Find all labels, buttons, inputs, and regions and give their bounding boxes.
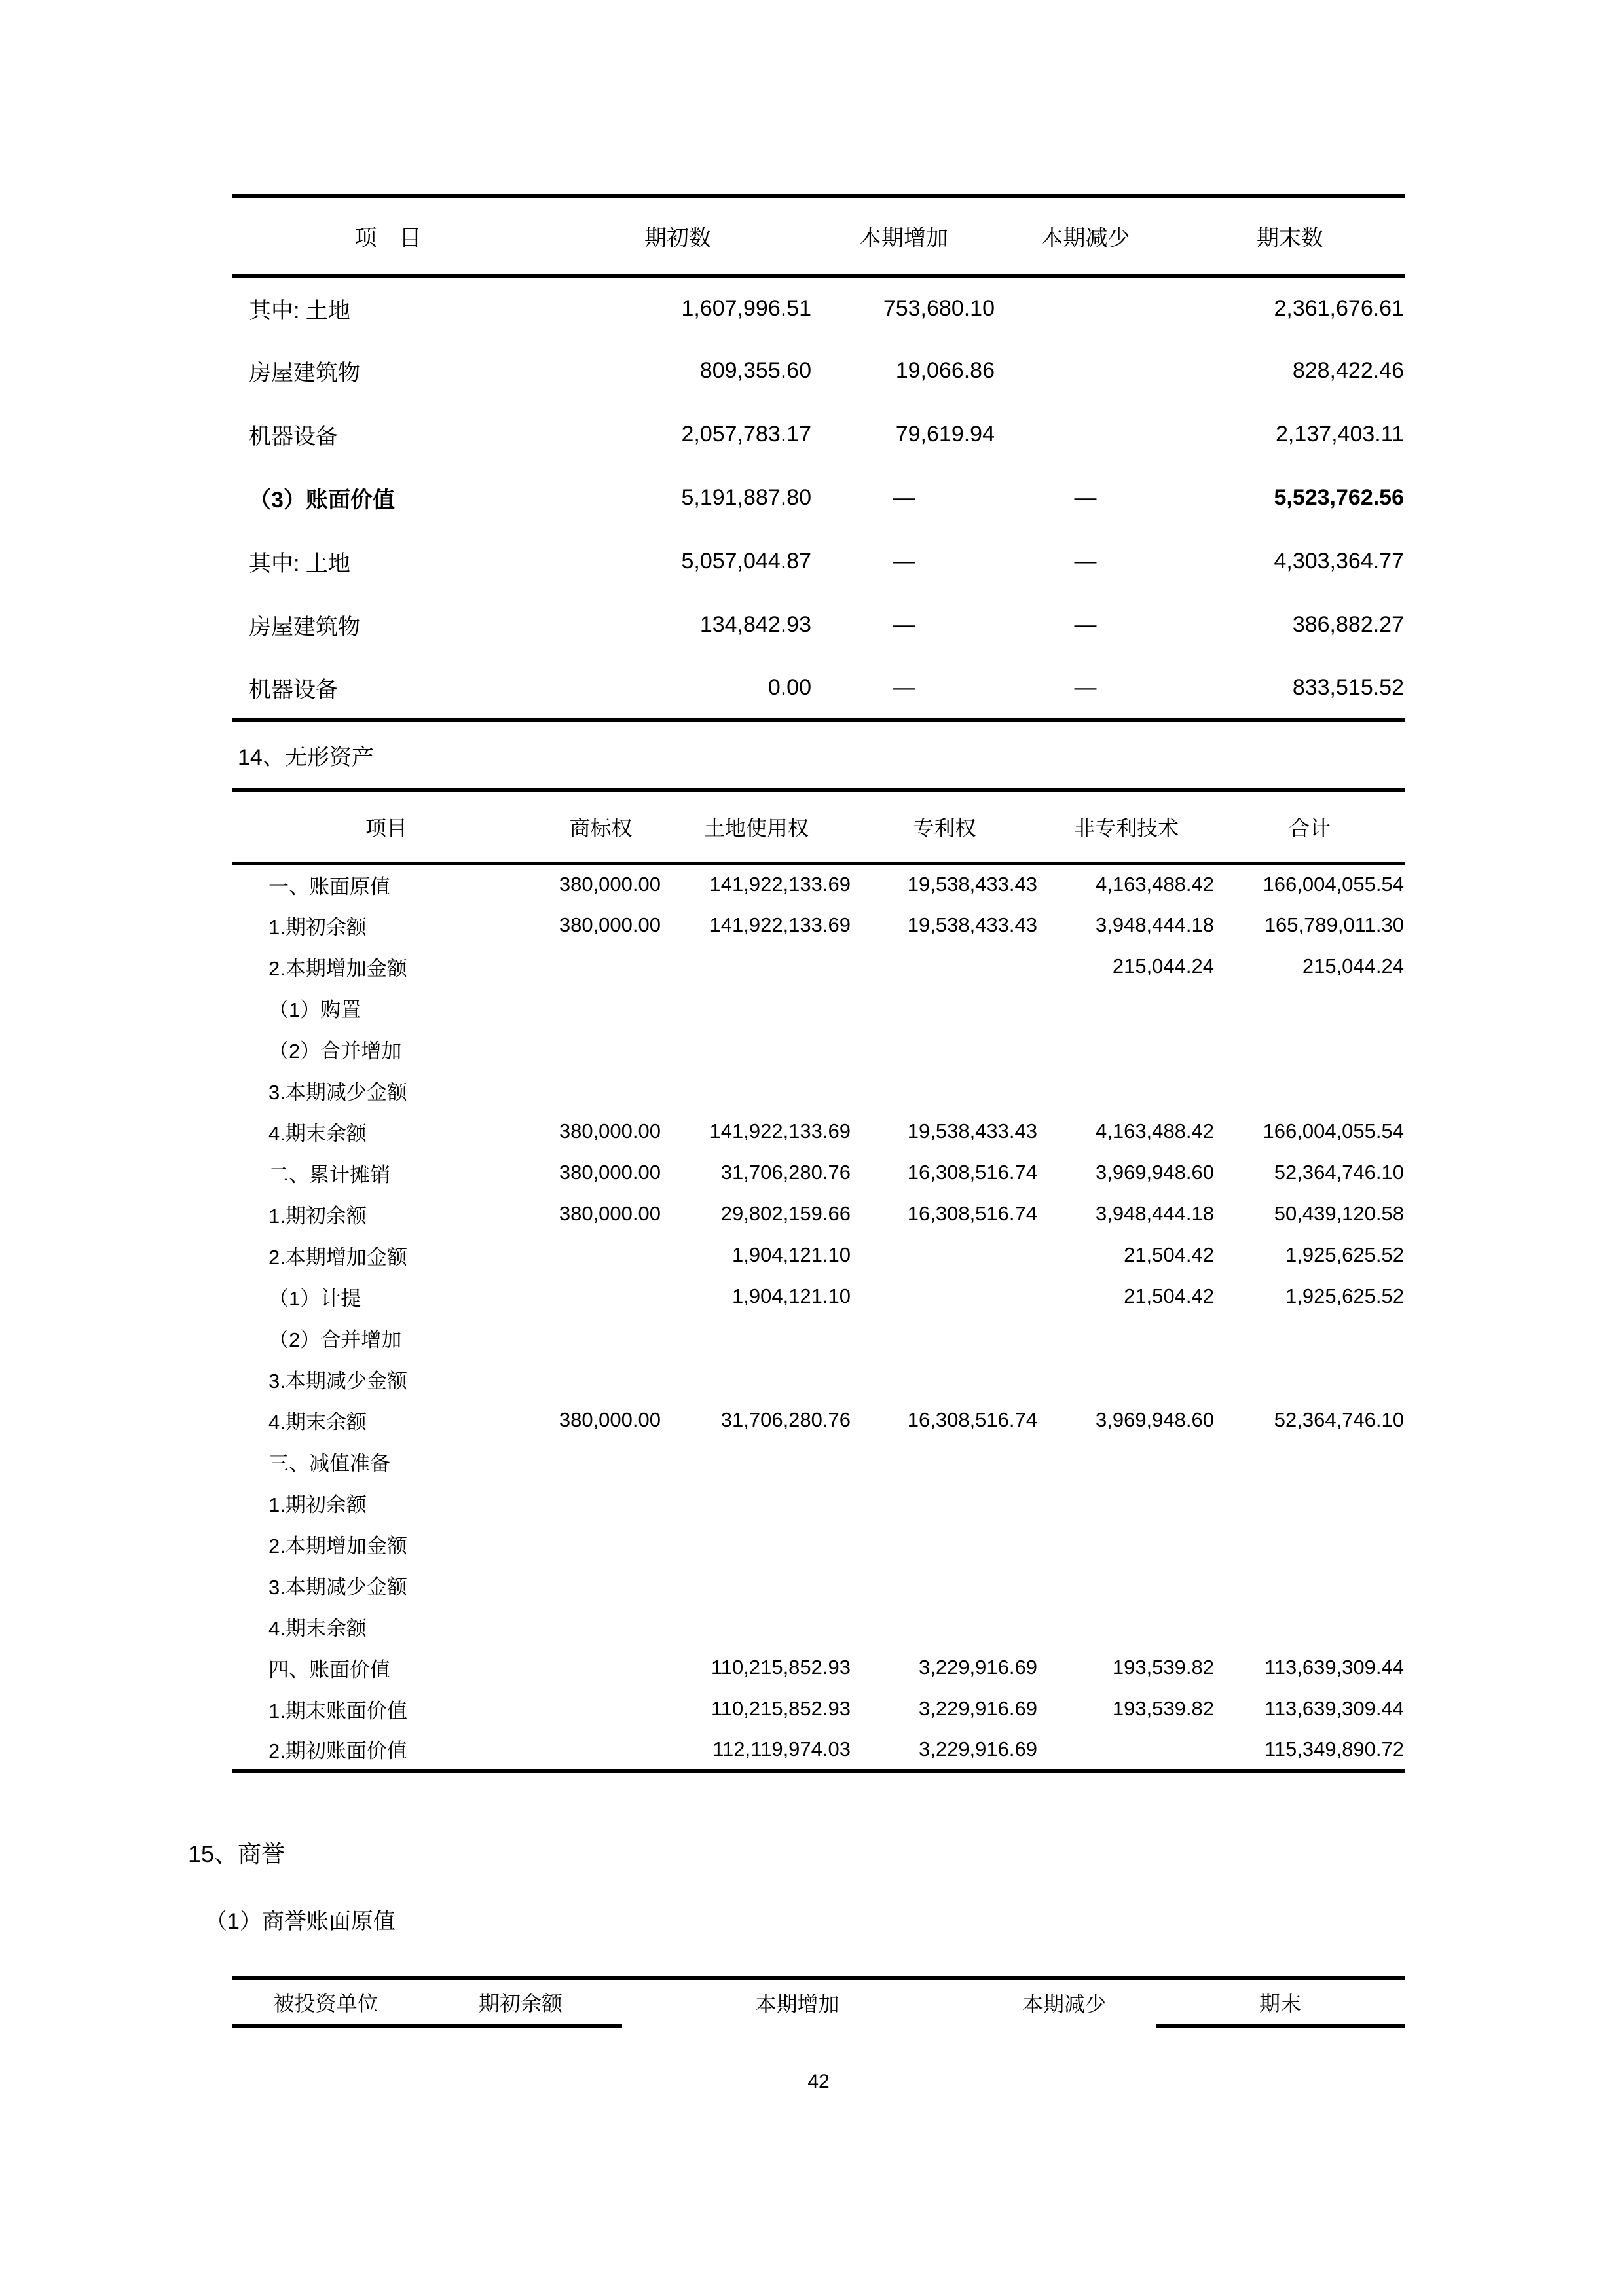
cell-value (661, 1317, 851, 1358)
cell-value (540, 1606, 661, 1647)
cell-value (661, 1029, 851, 1070)
cell-value: 215,044.24 (1302, 955, 1404, 977)
cell-value: 79,619.94 (895, 422, 995, 446)
cell-value: — (893, 549, 915, 574)
row-label: 1.期初余额 (268, 1493, 367, 1516)
row-label: 四、账面价值 (268, 1658, 390, 1681)
column-header-increase: 本期增加 (812, 196, 995, 276)
row-label: （3）账面价值 (249, 488, 395, 513)
cell-value: 19,538,433.43 (907, 873, 1037, 896)
table-row (232, 1152, 1405, 1194)
cell-value (1038, 1482, 1215, 1523)
table-row (232, 1441, 1405, 1482)
cell-value: 2,361,676.61 (1274, 295, 1404, 321)
column-header-trademark: 商标权 (540, 790, 661, 864)
page-number: 42 (807, 2071, 830, 2092)
cell-value (661, 1070, 851, 1111)
header-row (232, 1978, 1405, 2026)
table-row (232, 1317, 1405, 1358)
cell-value (540, 946, 661, 987)
cell-value (851, 1276, 1038, 1317)
cell-value: 3,948,444.18 (1095, 913, 1214, 936)
cell-value: 3,229,916.69 (918, 1656, 1037, 1679)
cell-value (851, 1235, 1038, 1276)
cell-value (1038, 1317, 1215, 1358)
cell-value: 828,422.46 (1292, 358, 1404, 383)
cell-value: 21,504.42 (1124, 1285, 1214, 1307)
cell-value (540, 1317, 661, 1358)
cell-value (540, 1276, 661, 1317)
cell-value: 193,539.82 (1112, 1697, 1214, 1720)
cell-value: 52,364,746.10 (1274, 1161, 1404, 1184)
table-row (232, 987, 1405, 1029)
table-row (232, 1606, 1405, 1647)
cell-value (851, 1441, 1038, 1482)
cell-value: 134,842.93 (699, 612, 811, 637)
cell-value (1215, 1441, 1405, 1482)
cell-value: 110,215,852.93 (710, 1656, 851, 1679)
column-header-opening-balance: 期初余额 (419, 1978, 622, 2026)
cell-value: 110,215,852.93 (710, 1697, 851, 1720)
cell-value: 3,229,916.69 (918, 1737, 1037, 1760)
cell-value: 1,925,625.52 (1285, 1285, 1404, 1307)
table-row (232, 905, 1405, 946)
cell-value (851, 1482, 1038, 1523)
cell-value: — (1074, 549, 1097, 574)
table-row (232, 1194, 1405, 1235)
cell-value (851, 1565, 1038, 1606)
cell-value (540, 1647, 661, 1688)
cell-value (1038, 1029, 1215, 1070)
row-label: 二、累计摊销 (268, 1163, 390, 1186)
row-label: （1）购置 (268, 998, 361, 1021)
cell-value (1038, 987, 1215, 1029)
row-label: （1）计提 (268, 1286, 361, 1310)
row-label: 2.期初账面价值 (268, 1740, 407, 1762)
table-row (232, 1400, 1405, 1441)
cell-value (1215, 1358, 1405, 1400)
row-label: （2）合并增加 (268, 1328, 402, 1351)
row-label: 其中: 土地 (249, 551, 350, 576)
column-header-investee: 被投资单位 (232, 1978, 419, 2026)
column-header-closing: 期末数 (1175, 196, 1405, 276)
column-header-non-patent-tech: 非专利技术 (1038, 790, 1215, 864)
table-row (232, 276, 1405, 339)
intangible-assets-table-body (232, 864, 1405, 1771)
row-label: 1.期初余额 (268, 915, 367, 939)
cell-value: 3,229,916.69 (918, 1697, 1037, 1720)
cell-value (661, 1482, 851, 1523)
row-label: 房屋建筑物 (249, 615, 360, 640)
row-label: 3.本期减少金额 (268, 1080, 407, 1104)
table-row (232, 1276, 1405, 1317)
cell-value: 1,904,121.10 (731, 1243, 851, 1266)
cell-value: 4,163,488.42 (1095, 1120, 1214, 1142)
row-label: 4.期末余额 (268, 1121, 367, 1145)
cell-value: 16,308,516.74 (907, 1408, 1037, 1431)
cell-value (540, 1565, 661, 1606)
row-label: 4.期末余额 (268, 1616, 367, 1640)
cell-value: 386,882.27 (1292, 612, 1404, 637)
cell-value (1215, 1523, 1405, 1565)
cell-value: 4,303,364.77 (1274, 549, 1404, 574)
cell-value (661, 1523, 851, 1565)
cell-value (540, 1070, 661, 1111)
table-row (232, 657, 1405, 720)
cell-value: 165,789,011.30 (1264, 913, 1404, 936)
table-row (232, 466, 1405, 530)
row-label: 三、减值准备 (268, 1451, 390, 1475)
row-label: 4.期末余额 (268, 1410, 367, 1434)
table-row (232, 1523, 1405, 1565)
column-header-closing: 期末 (1156, 1978, 1405, 2026)
cell-value (851, 1029, 1038, 1070)
cell-value: 833,515.52 (1292, 674, 1404, 700)
table-row (232, 1358, 1405, 1400)
cell-value: 29,802,159.66 (720, 1202, 851, 1225)
cell-value (995, 339, 1175, 403)
cell-value: 5,057,044.87 (681, 549, 811, 574)
cell-value: 380,000.00 (559, 1202, 661, 1225)
cell-value (540, 1441, 661, 1482)
cell-value: 3,969,948.60 (1095, 1161, 1214, 1184)
row-label: 1.期末账面价值 (268, 1699, 407, 1722)
cell-value: 16,308,516.74 (907, 1202, 1037, 1225)
table-row (232, 864, 1405, 905)
cell-value: 2,137,403.11 (1276, 422, 1404, 446)
cell-value (1038, 1441, 1215, 1482)
row-label: 机器设备 (249, 677, 338, 702)
cell-value (540, 1523, 661, 1565)
cell-value (851, 1358, 1038, 1400)
cell-value: 5,191,887.80 (681, 485, 811, 510)
column-header-opening: 期初数 (544, 196, 812, 276)
row-label: 其中: 土地 (249, 298, 350, 323)
column-header-total: 合计 (1215, 790, 1405, 864)
cell-value: 115,349,890.72 (1264, 1737, 1404, 1760)
cell-value (995, 403, 1175, 466)
cell-value (540, 1029, 661, 1070)
row-label: 3.本期减少金额 (268, 1369, 407, 1393)
cell-value: 380,000.00 (559, 913, 661, 936)
cell-value (540, 1482, 661, 1523)
cell-value: 113,639,309.44 (1264, 1656, 1404, 1679)
column-header-land-use-right: 土地使用权 (661, 790, 851, 864)
row-label: 1.期初余额 (268, 1204, 367, 1228)
cell-value: 2,057,783.17 (681, 422, 811, 446)
cell-value: 380,000.00 (559, 873, 661, 896)
cell-value: 141,922,133.69 (709, 873, 851, 896)
cell-value: 50,439,120.58 (1274, 1202, 1404, 1225)
cell-value (1215, 1070, 1405, 1111)
cell-value: 19,066.86 (895, 358, 995, 383)
intangible-assets-table (232, 788, 1405, 1773)
cell-value: — (893, 674, 915, 700)
cell-value: 1,904,121.10 (731, 1285, 851, 1307)
cell-value (1038, 1606, 1215, 1647)
cell-value (1038, 1070, 1215, 1111)
cell-value (1038, 1358, 1215, 1400)
fixed-assets-table (232, 194, 1405, 722)
cell-value (1215, 1606, 1405, 1647)
goodwill-table-header (232, 1978, 1405, 2026)
column-header-increase: 本期增加 (755, 1992, 840, 2016)
cell-value (661, 987, 851, 1029)
section-title-goodwill: 15、商誉 (188, 1840, 286, 1867)
cell-value: 141,922,133.69 (709, 913, 851, 936)
cell-value: 215,044.24 (1112, 955, 1214, 977)
table-row (232, 403, 1405, 466)
cell-value: — (1074, 612, 1097, 637)
cell-value: 19,538,433.43 (907, 913, 1037, 936)
cell-value (995, 276, 1175, 339)
goodwill-table (232, 1976, 1405, 2028)
header-row (232, 196, 1405, 276)
cell-value (851, 987, 1038, 1029)
row-label: 2.本期增加金额 (268, 1245, 407, 1269)
cell-value (661, 1606, 851, 1647)
cell-value (1215, 1482, 1405, 1523)
cell-value: 753,680.10 (883, 295, 995, 321)
cell-value: 31,706,280.76 (720, 1161, 851, 1184)
row-label: （2）合并增加 (268, 1039, 402, 1063)
header-row (232, 790, 1405, 864)
cell-value (1215, 1317, 1405, 1358)
row-label: 房屋建筑物 (249, 361, 360, 386)
cell-value: — (893, 612, 915, 637)
table-row (232, 339, 1405, 403)
cell-value: 809,355.60 (699, 358, 811, 383)
cell-value: 16,308,516.74 (907, 1161, 1037, 1184)
table-row (232, 530, 1405, 593)
cell-value: 21,504.42 (1124, 1243, 1214, 1266)
cell-value: 166,004,055.54 (1263, 1120, 1404, 1142)
cell-value (661, 1358, 851, 1400)
cell-value: 380,000.00 (559, 1161, 661, 1184)
row-label: 2.本期增加金额 (268, 957, 407, 980)
table-row (232, 1730, 1405, 1771)
fixed-assets-table-header (232, 196, 1405, 276)
table-row (232, 1482, 1405, 1523)
cell-value (851, 1070, 1038, 1111)
cell-value (851, 946, 1038, 987)
section-title-intangible-assets: 14、无形资产 (238, 745, 374, 770)
table-row (232, 946, 1405, 987)
section-subtitle-goodwill-original-value: （1）商誉账面原值 (205, 1908, 396, 1934)
cell-value (851, 1606, 1038, 1647)
cell-value (1215, 1029, 1405, 1070)
cell-value: 3,969,948.60 (1095, 1408, 1214, 1431)
row-label: 3.本期减少金额 (268, 1575, 407, 1599)
row-label: 机器设备 (249, 424, 338, 449)
cell-value (1038, 1565, 1215, 1606)
column-header-patent: 专利权 (851, 790, 1038, 864)
cell-value (1215, 987, 1405, 1029)
table-row (232, 1565, 1405, 1606)
cell-value (540, 987, 661, 1029)
column-header-decrease: 本期减少 (995, 196, 1175, 276)
cell-value (540, 1358, 661, 1400)
cell-value (540, 1688, 661, 1730)
cell-value: — (893, 485, 915, 510)
cell-value (661, 1441, 851, 1482)
table-row (232, 1688, 1405, 1730)
fixed-assets-table-body (232, 276, 1405, 720)
table-row (232, 1070, 1405, 1111)
cell-value (1215, 1565, 1405, 1606)
table-row (232, 1111, 1405, 1152)
cell-value: 5,523,762.56 (1274, 485, 1404, 510)
cell-value: 112,119,974.03 (712, 1737, 851, 1760)
cell-value: 193,539.82 (1112, 1656, 1214, 1679)
cell-value (1038, 1523, 1215, 1565)
row-label: 一、账面原值 (268, 875, 390, 898)
table-row (232, 1647, 1405, 1688)
cell-value (540, 1730, 661, 1771)
column-header-item: 项目 (232, 790, 540, 864)
cell-value: 0.00 (767, 674, 811, 700)
cell-value (540, 1235, 661, 1276)
table-row (232, 1235, 1405, 1276)
cell-value (851, 1317, 1038, 1358)
row-label: 2.本期增加金额 (268, 1534, 407, 1558)
table-row (232, 593, 1405, 657)
table-row (232, 1029, 1405, 1070)
cell-value: 52,364,746.10 (1274, 1408, 1404, 1431)
cell-value: 31,706,280.76 (720, 1408, 851, 1431)
intangible-assets-table-header (232, 790, 1405, 864)
column-header-decrease: 本期减少 (1022, 1992, 1106, 2016)
cell-value (1038, 1730, 1215, 1771)
cell-value: 4,163,488.42 (1095, 873, 1214, 896)
cell-value: 166,004,055.54 (1263, 873, 1404, 896)
cell-value: — (1074, 674, 1097, 700)
cell-value: 1,925,625.52 (1285, 1243, 1404, 1266)
cell-value: 1,607,996.51 (681, 295, 811, 321)
cell-value: 380,000.00 (559, 1408, 661, 1431)
cell-value (661, 1565, 851, 1606)
cell-value: 19,538,433.43 (907, 1120, 1037, 1142)
cell-value: 380,000.00 (559, 1120, 661, 1142)
cell-value: 113,639,309.44 (1264, 1697, 1404, 1720)
column-header-item: 项 目 (232, 196, 544, 276)
cell-value: 141,922,133.69 (709, 1120, 851, 1142)
cell-value: — (1074, 485, 1097, 510)
cell-value (661, 946, 851, 987)
cell-value: 3,948,444.18 (1095, 1202, 1214, 1225)
cell-value (851, 1523, 1038, 1565)
